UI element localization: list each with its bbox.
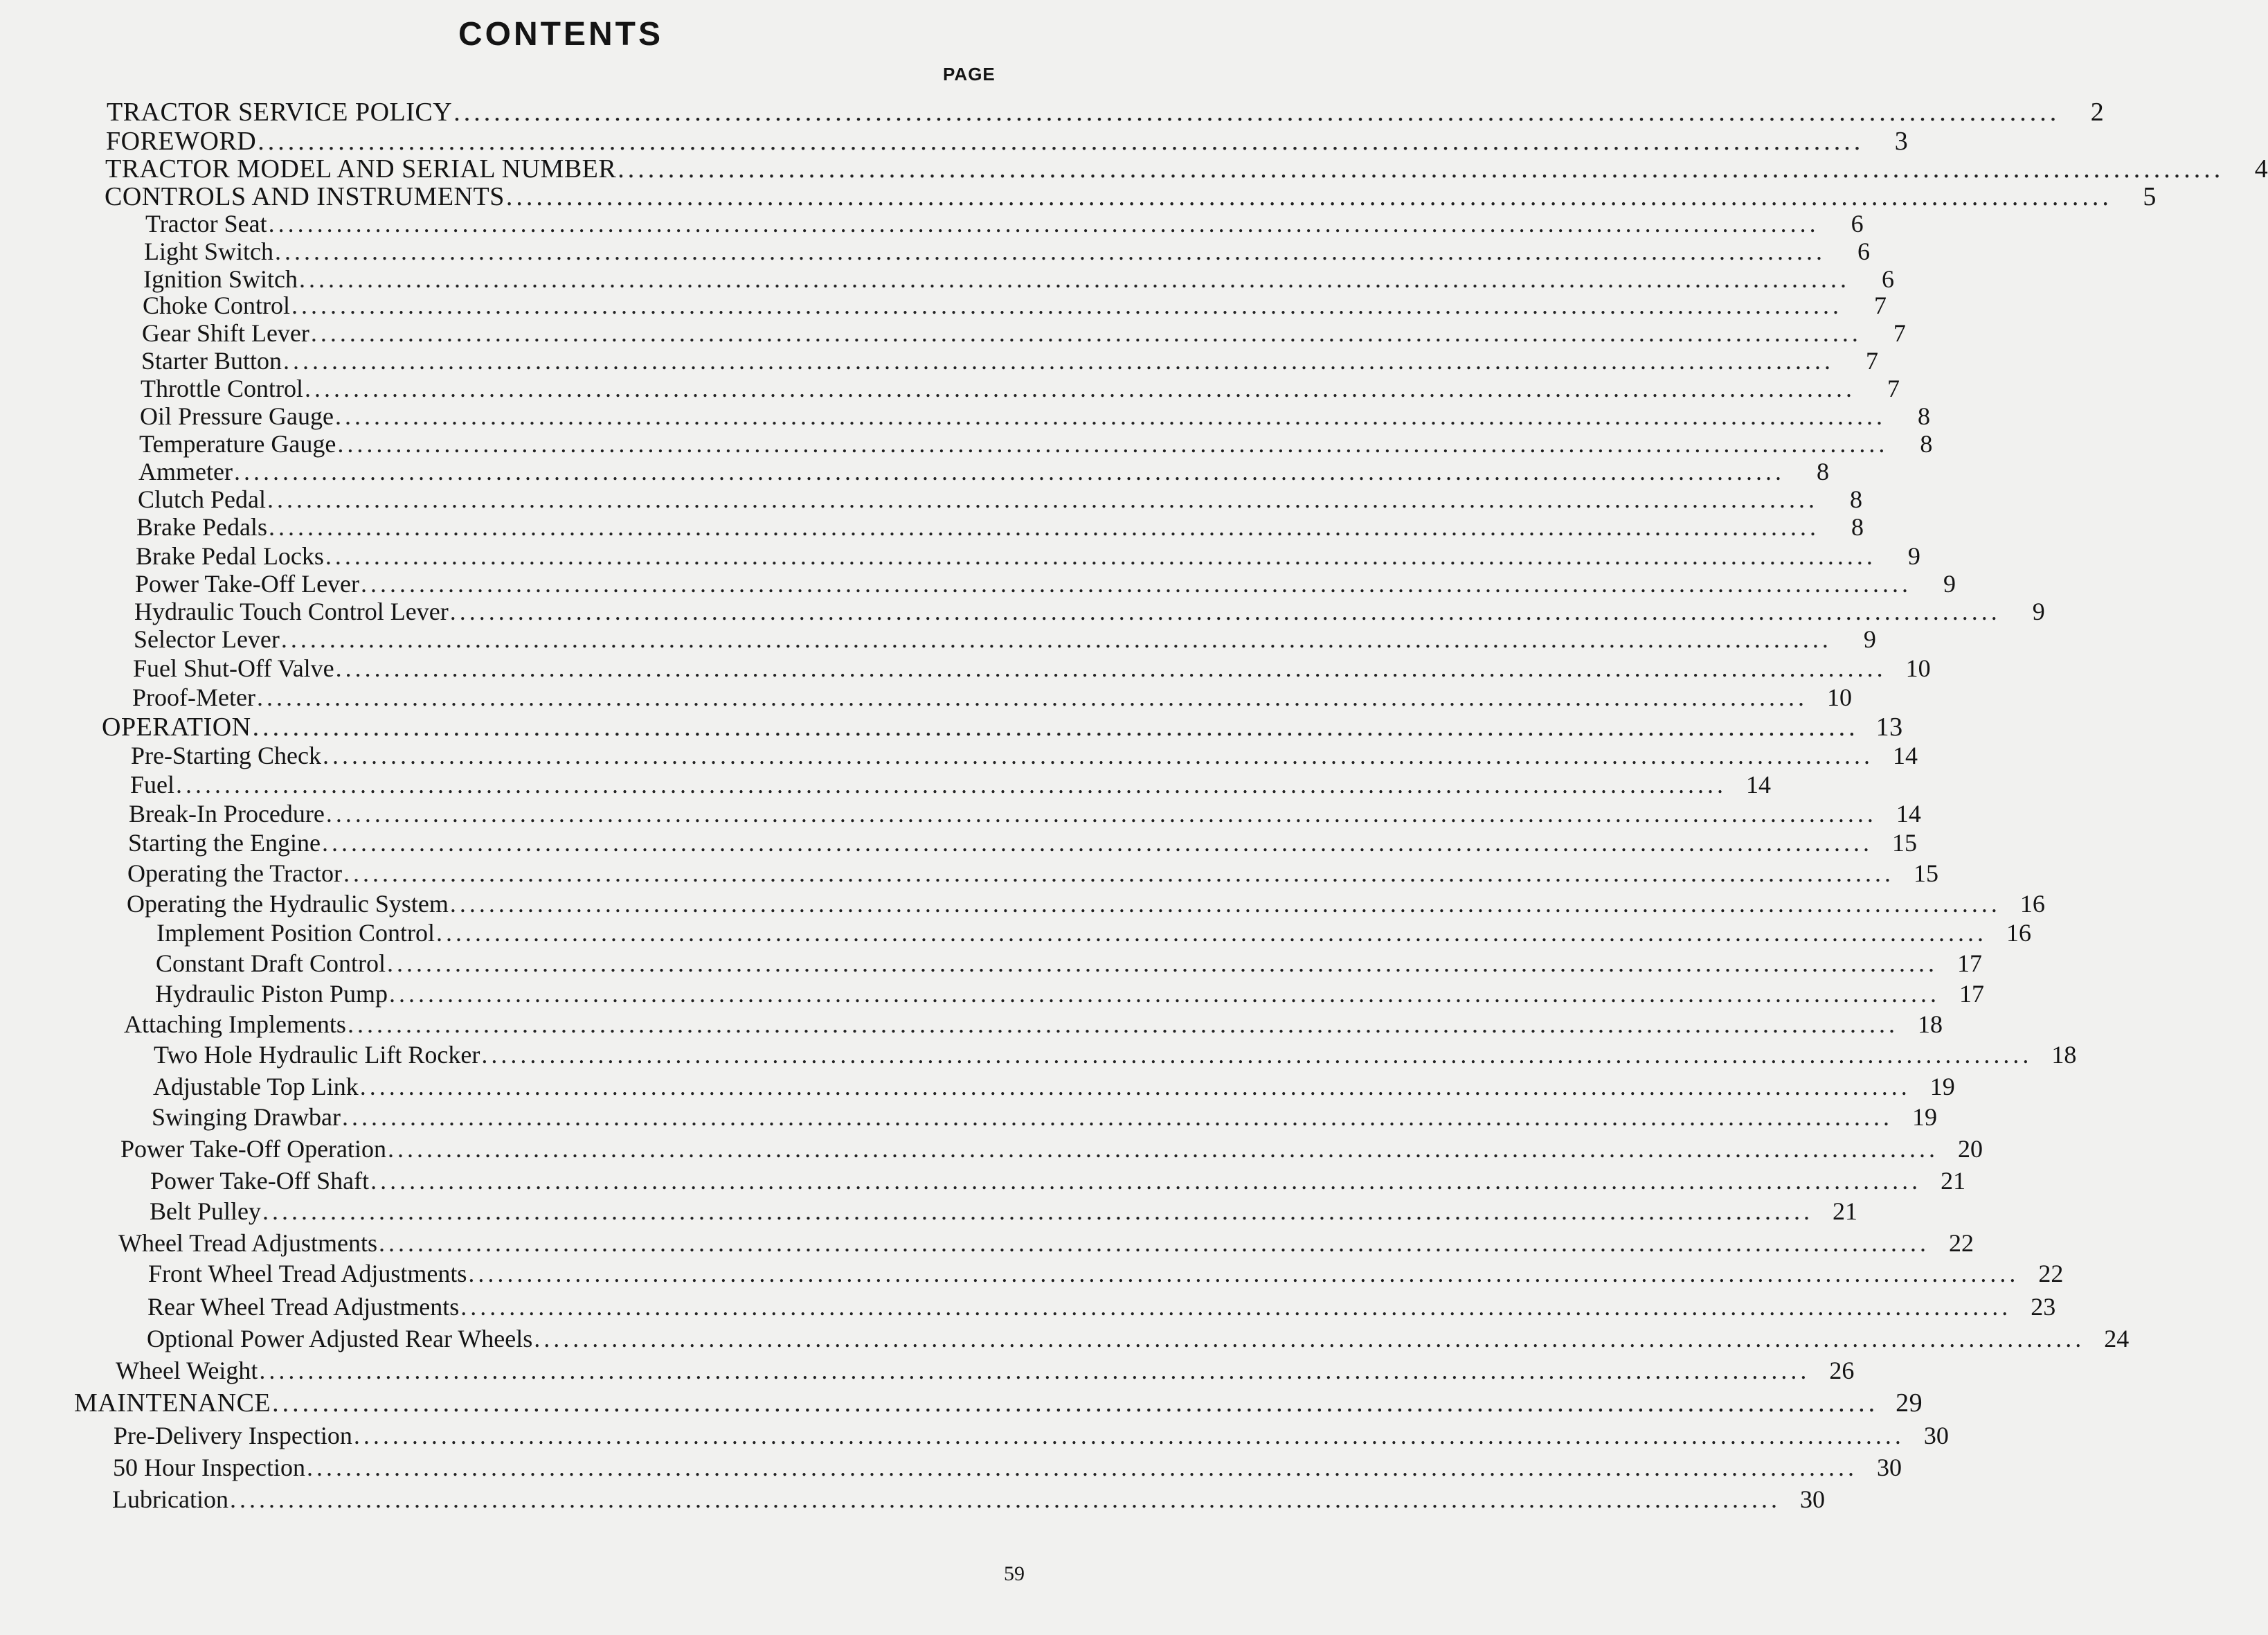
toc-entry-page: 18 [1917,1010,1943,1038]
toc-entry [153,1072,1955,1102]
dot-leader: ................................................................................................................................................................ [321,829,1873,857]
dot-leader: ................................................................................................................................................................ [310,319,1862,347]
toc-entry [147,1324,2130,1355]
toc-entry [107,97,2105,127]
toc-entry-page: 9 [1863,625,1876,653]
toc-entry-page: 21 [1941,1167,1966,1195]
dot-leader: ................................................................................................................................................................ [460,1293,2012,1321]
toc-entry-page: 30 [1923,1422,1949,1449]
toc-entry [130,770,1772,801]
toc-entry-page: 8 [1917,402,1930,430]
toc-entry [116,1356,1855,1386]
toc-entry-page: 6 [1882,265,1894,293]
toc-entry-title: Operating the Hydraulic System [127,890,449,918]
dot-leader: ................................................................................................................................................................ [505,182,2112,211]
toc-entry-title: Front Wheel Tread Adjustments [148,1260,467,1287]
toc-entry-page: 15 [1913,859,1938,887]
dot-leader: ................................................................................................................................................................ [229,1485,1781,1513]
toc-entry-title: Tractor Seat [145,210,267,238]
dot-leader: ................................................................................................................................................................ [280,625,1832,653]
toc-entry-title: Oil Pressure Gauge [140,402,334,430]
toc-entry-title: Starter Button [141,347,282,375]
dot-leader: ................................................................................................................................................................ [272,1388,1879,1418]
page-number: 59 [1004,1562,1025,1585]
dot-leader: ................................................................................................................................................................ [275,238,1826,265]
page-column-header: PAGE [943,64,996,84]
toc-entry [156,949,1982,979]
toc-entry [133,654,1931,684]
toc-entry-page: 14 [1892,742,1918,769]
dot-leader: ................................................................................................................................................................ [325,542,1876,570]
toc-entry-title: Pre-Delivery Inspection [114,1422,352,1449]
dot-leader: ................................................................................................................................................................ [259,1357,1810,1384]
toc-entry [113,1453,1902,1483]
toc-entry-title: Gear Shift Lever [142,319,309,347]
toc-entry-page: 20 [1958,1135,1983,1163]
toc-entry [74,1388,1923,1418]
toc-entry-title: Selector Lever [134,625,280,653]
dot-leader: ................................................................................................................................................................ [436,919,1987,947]
toc-entry [142,319,1906,349]
toc-entry-page: 17 [1959,980,1985,1008]
dot-leader: ................................................................................................................................................................ [388,1135,1939,1163]
dot-leader: ................................................................................................................................................................ [262,1197,1813,1225]
toc-entry [102,712,1903,742]
toc-entry-title: Brake Pedals [136,513,267,541]
toc-entry [131,741,1918,771]
toc-entry [152,1102,1937,1133]
toc-entry-page: 30 [1876,1454,1902,1481]
toc-entry-page: 18 [2051,1041,2077,1069]
toc-entry-page: 16 [2006,919,2031,947]
page-title: CONTENTS [458,16,663,53]
toc-entry [105,154,2268,184]
toc-entry-title: Operating the Tractor [127,859,342,887]
toc-entry-page: 24 [2104,1325,2130,1352]
toc-entry-page: 30 [1799,1485,1825,1513]
toc-entry [141,374,1900,404]
toc-entry-title: Brake Pedal Locks [136,542,324,570]
toc-entry [139,429,1933,460]
toc-entry-title: OPERATION [102,713,251,742]
dot-leader: ................................................................................................................................................................ [468,1260,2019,1287]
toc-entry-page: 8 [1920,430,1933,458]
toc-entry-title: TRACTOR SERVICE POLICY [107,98,453,127]
toc-entry [150,1166,1966,1197]
toc-entry-page: 29 [1896,1388,1923,1418]
toc-entry-title: Hydraulic Touch Control Lever [134,598,449,625]
dot-leader: ................................................................................................................................................................ [282,347,1834,375]
toc-entry-title: Two Hole Hydraulic Lift Rocker [154,1041,480,1069]
toc-entry [136,542,1920,572]
dot-leader: ................................................................................................................................................................ [267,485,1818,513]
toc-entry-page: 14 [1746,771,1772,798]
dot-leader: ................................................................................................................................................................ [361,570,1912,598]
toc-entry [128,828,1917,859]
dot-leader: ................................................................................................................................................................ [449,890,2001,918]
toc-entry [155,979,1985,1010]
dot-leader: ................................................................................................................................................................ [334,402,1886,430]
toc-entry-title: Wheel Tread Adjustments [118,1229,377,1257]
toc-entry-title: Fuel Shut-Off Valve [133,654,334,682]
toc-entry [118,1229,1974,1259]
toc-entry [114,1421,1949,1451]
dot-leader: ................................................................................................................................................................ [306,1454,1857,1481]
dot-leader: ................................................................................................................................................................ [268,513,1819,541]
toc-entry [105,181,2157,212]
toc-entry [127,859,1938,889]
toc-entry [120,1134,1983,1165]
toc-entry-title: Break-In Procedure [129,800,325,828]
toc-entry-page: 8 [1849,485,1862,513]
toc-entry [106,126,1909,157]
toc-entry-page: 5 [2143,182,2157,211]
toc-entry-page: 17 [1956,949,1982,977]
toc-entry [147,1292,2056,1323]
dot-leader: ................................................................................................................................................................ [341,1103,1893,1131]
toc-entry-page: 16 [2019,890,2045,918]
toc-entry [145,209,1864,240]
dot-leader: ................................................................................................................................................................ [378,1229,1929,1257]
toc-entry [129,799,1921,830]
toc-entry-title: Belt Pulley [150,1197,261,1225]
toc-entry-title: CONTROLS AND INSTRUMENTS [105,182,505,211]
toc-entry-title: Throttle Control [141,375,303,402]
dot-leader: ................................................................................................................................................................ [353,1422,1905,1449]
dot-leader: ................................................................................................................................................................ [233,458,1785,485]
toc-entry-page: 7 [1893,319,1906,347]
toc-entry-title: Lubrication [112,1485,228,1513]
dot-leader: ................................................................................................................................................................ [258,127,1864,156]
toc-entry-title: Fuel [130,771,175,798]
dot-leader: ................................................................................................................................................................ [299,265,1850,293]
toc-entry-page: 14 [1896,800,1921,828]
dot-leader: ................................................................................................................................................................ [176,771,1727,798]
toc-entry-title: Swinging Drawbar [152,1103,341,1131]
toc-entry [150,1197,1857,1227]
toc-entry-page: 3 [1894,127,1909,156]
dot-leader: ................................................................................................................................................................ [322,742,1873,769]
toc-entry-page: 2 [2090,98,2105,127]
dot-leader: ................................................................................................................................................................ [252,713,1859,742]
toc-entry-page: 7 [1887,375,1900,402]
toc-entry-title: FOREWORD [106,127,257,156]
dot-leader: ................................................................................................................................................................ [618,154,2224,184]
toc-entry-page: 4 [2254,154,2268,184]
toc-entry-page: 7 [1865,347,1878,375]
toc-entry-page: 23 [2031,1293,2056,1321]
toc-entry [143,291,1887,321]
toc-entry [156,918,2031,949]
toc-entry-page: 22 [2038,1260,2064,1287]
toc-entry [134,597,2045,627]
dot-leader: ................................................................................................................................................................ [256,684,1808,711]
toc-entry [141,346,1878,377]
toc-entry-page: 9 [1943,570,1956,598]
toc-entry [134,625,1876,655]
toc-entry-title: Clutch Pedal [138,485,266,513]
toc-entry [124,1010,1943,1040]
dot-leader: ................................................................................................................................................................ [481,1041,2033,1069]
toc-entry-title: MAINTENANCE [74,1388,271,1418]
toc-entry [148,1259,2064,1289]
toc-entry-page: 9 [2032,598,2045,625]
toc-entry-page: 10 [1905,654,1931,682]
toc-entry-page: 6 [1851,210,1864,238]
toc-entry-title: Light Switch [144,238,273,265]
toc-entry-page: 7 [1874,292,1887,319]
toc-entry-page: 19 [1911,1103,1937,1131]
toc-entry-page: 26 [1829,1357,1855,1384]
dot-leader: ................................................................................................................................................................ [343,859,1894,887]
toc-entry-title: Hydraulic Piston Pump [155,980,388,1008]
dot-leader: ................................................................................................................................................................ [370,1167,1922,1195]
toc-entry [154,1040,2077,1071]
toc-entry-title: Optional Power Adjusted Rear Wheels [147,1325,533,1352]
toc-entry-page: 21 [1833,1197,1857,1225]
toc-entry-title: Choke Control [143,292,290,319]
toc-entry [138,485,1862,515]
toc-entry-title: Constant Draft Control [156,949,386,977]
toc-entry-page: 15 [1891,829,1917,857]
toc-entry-title: Starting the Engine [128,829,321,857]
toc-entry [127,889,2045,920]
toc-entry-page: 22 [1948,1229,1974,1257]
toc-entry-page: 9 [1907,542,1920,570]
toc-entry-page: 10 [1826,684,1852,711]
dot-leader: ................................................................................................................................................................ [347,1010,1898,1038]
toc-entry [140,402,1930,432]
toc-entry-title: Attaching Implements [124,1010,346,1038]
toc-entry-title: Implement Position Control [156,919,435,947]
dot-leader: ................................................................................................................................................................ [304,375,1855,402]
toc-entry [136,512,1864,543]
dot-leader: ................................................................................................................................................................ [453,98,2060,127]
toc-entry [144,237,1870,267]
toc-entry [132,683,1852,713]
toc-entry-title: Rear Wheel Tread Adjustments [147,1293,460,1321]
toc-entry-page: 19 [1929,1073,1955,1100]
toc-entry [138,457,1829,488]
dot-leader: ................................................................................................................................................................ [359,1073,1911,1100]
dot-leader: ................................................................................................................................................................ [337,430,1889,458]
toc-entry-title: Wheel Weight [116,1357,258,1384]
toc-entry-page: 8 [1816,458,1829,485]
dot-leader: ................................................................................................................................................................ [335,654,1887,682]
toc-entry-page: 8 [1851,513,1864,541]
toc-entry-title: TRACTOR MODEL AND SERIAL NUMBER [105,154,617,184]
toc-entry-title: Proof-Meter [132,684,255,711]
dot-leader: ................................................................................................................................................................ [534,1325,2085,1352]
dot-leader: ................................................................................................................................................................ [268,210,1819,238]
dot-leader: ................................................................................................................................................................ [386,949,1938,977]
dot-leader: ................................................................................................................................................................ [291,292,1842,319]
dot-leader: ................................................................................................................................................................ [325,800,1877,828]
toc-entry-title: Pre-Starting Check [131,742,321,769]
toc-entry-title: Power Take-Off Lever [135,570,360,598]
toc-entry-title: Ignition Switch [143,265,298,293]
toc-entry [135,569,1956,600]
toc-entry-page: 13 [1875,713,1903,742]
toc-entry-title: Power Take-Off Shaft [150,1167,370,1195]
toc-entry-title: 50 Hour Inspection [113,1454,305,1481]
dot-leader: ................................................................................................................................................................ [449,598,2001,625]
toc-entry-title: Ammeter [138,458,233,485]
toc-entry [112,1485,1825,1515]
toc-entry-title: Temperature Gauge [139,430,336,458]
toc-entry-title: Power Take-Off Operation [120,1135,387,1163]
dot-leader: ................................................................................................................................................................ [389,980,1941,1008]
toc-entry-title: Adjustable Top Link [153,1073,359,1100]
toc-entry-page: 6 [1857,238,1870,265]
